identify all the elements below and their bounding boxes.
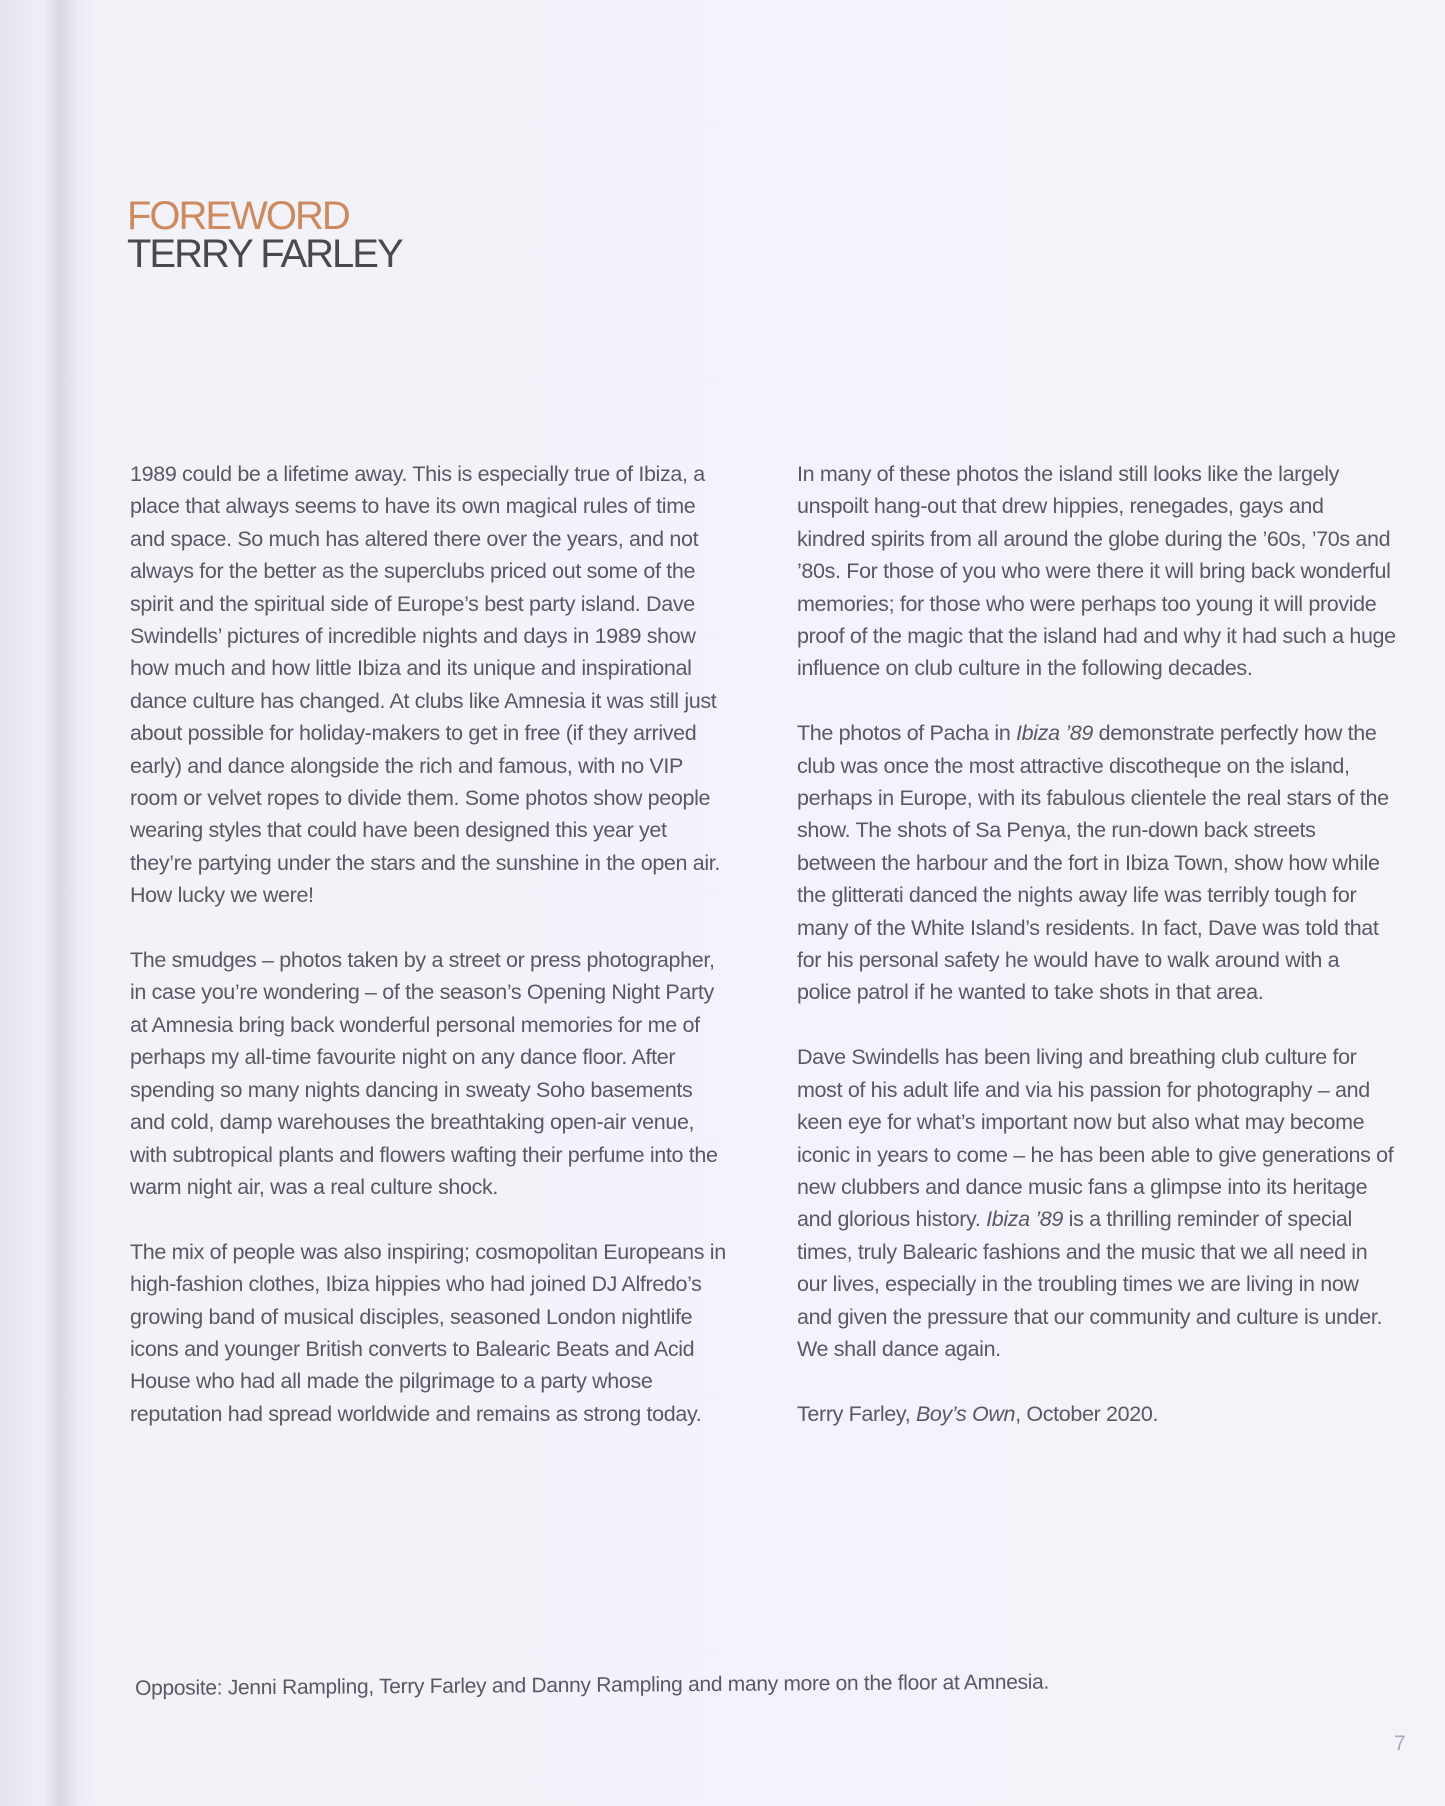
page-number: 7 <box>1394 1732 1406 1755</box>
paragraph-text: demonstrate perfectly how the club was once the most attractive discotheque on the island, perhaps in Europe, with its fabulous clientele the real stars of the show. The shots of Sa Penya, the run-down back streets between the harbour and the fort in Ibiza Town, show how while the glitterati danced the nights away life was terribly tough for many of the White Island’s residents. In fact, Dave was told that for his personal safety he would have to walk around with a police patrol if he wanted to take shots in that area. <box>797 721 1389 1005</box>
paragraph-text: is a thrilling reminder of special times, truly Balearic fashions and the music that we all need in our lives, especially in the troubling times we are living in now and given the pressure that our community and culture is under. We shall dance again. <box>797 1207 1383 1361</box>
photo-caption: Opposite: Jenni Rampling, Terry Farley and Danny Rampling and many more on the floor at Amnesia. <box>135 1670 1050 1700</box>
paragraph-text: The photos of Pacha in <box>797 721 1017 746</box>
right-text-column <box>797 458 1397 1463</box>
author-name: TERRY FARLEY <box>127 232 402 276</box>
left-paragraph-3: The mix of people was also inspiring; cosmopolitan Europeans in high-fashion clothes, Ibiza hippies who had joined DJ Alfredo’s growing band of musical disciples, seasoned London nightlife icons and younger British converts to Balearic Beats and Acid House who had all made the pilgrimage to a party whose reputation had spread worldwide and remains as strong today. <box>130 1239 726 1426</box>
signature-date: , October 2020. <box>1015 1401 1159 1426</box>
left-text-column <box>130 458 730 1463</box>
signature-name: Terry Farley, <box>797 1401 916 1426</box>
publication-italic: Boy’s Own <box>915 1401 1016 1426</box>
book-title-italic: Ibiza ’89 <box>1016 721 1093 746</box>
right-paragraph-1: In many of these photos the island still looks like the largely unspoilt hang-out that drew hippies, renegades, gays and kindred spirits from all around the globe during the ’60s, ’70s and ’80s. For those of you who were there it will bring back wonderful memories; for those who were perhaps too young it will provide proof of the magic that the island had and why it had such a huge influence on club culture in the following decades. <box>797 462 1396 681</box>
signature-line <box>797 1398 1397 1430</box>
page-gutter-shadow <box>44 0 78 1806</box>
page-heading <box>127 194 402 276</box>
left-paragraph-1: 1989 could be a lifetime away. This is especially true of Ibiza, a place that always seems to have its own magical rules of time and space. So much has altered there over the years, and not always for the better as the superclubs priced out some of the spirit and the spiritual side of Europe’s best party island. Dave Swindells’ pictures of incredible nights and days in 1989 show how much and how little Ibiza and its unique and inspirational dance culture has changed. At clubs like Amnesia it was still just about possible for holiday-makers to get in free (if they arrived early) and dance alongside the rich and famous, with no VIP room or velvet ropes to divide them. Some photos show people wearing styles that could have been designed this year yet they’re partying under the stars and the sunshine in the open air. How lucky we were! <box>130 462 721 908</box>
left-paragraph-2: The smudges – photos taken by a street or press photographer, in case you’re wondering – of the season’s Opening Night Party at Amnesia bring back wonderful personal memories for me of perhaps my all-time favourite night on any dance floor. After spending so many nights dancing in sweaty Soho basements and cold, damp warehouses the breathtaking open-air venue, with subtropical plants and flowers wafting their perfume into the warm night air, was a real culture shock. <box>130 948 718 1199</box>
book-title-italic: Ibiza ’89 <box>986 1207 1064 1232</box>
right-paragraph-3 <box>797 1041 1397 1365</box>
paragraph-text: Dave Swindells has been living and breathing club culture for most of his adult life and via his passion for photography – and keen eye for what’s important now but also what may become iconic in years to come – he has been able to give generations of new clubbers and dance music fans a glimpse into its heritage and glorious history. <box>797 1045 1394 1232</box>
section-kicker: FOREWORD <box>127 194 349 238</box>
right-paragraph-2 <box>797 717 1397 1009</box>
